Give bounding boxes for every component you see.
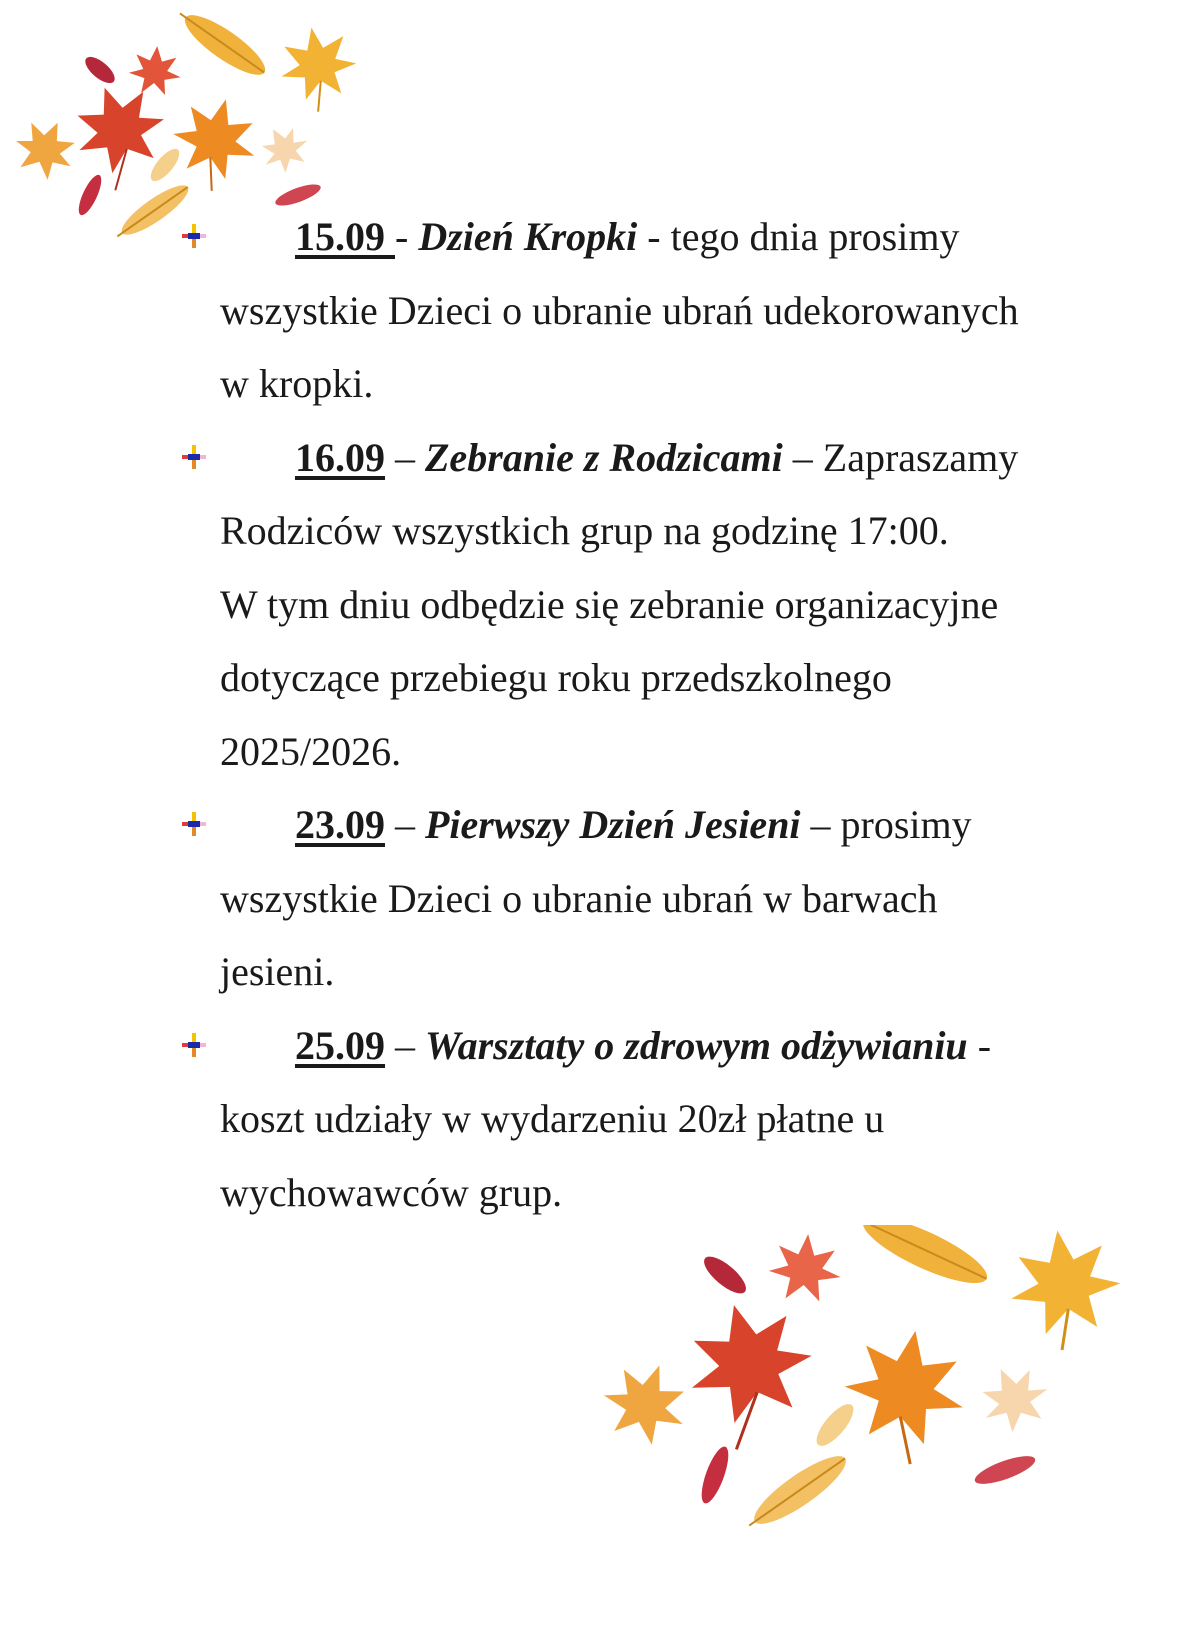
event-title: Pierwszy Dzień Jesieni <box>425 802 801 847</box>
maple-leaf-icon <box>833 1320 974 1471</box>
event-date: 25.09 <box>295 1022 385 1068</box>
cross-bullet-icon <box>182 1033 206 1057</box>
event-description-line: wszystkie Dzieci o ubranie ubrań w barwach <box>220 875 938 921</box>
event-description-line: w kropki. <box>220 361 374 406</box>
maple-leaf-icon <box>161 89 266 200</box>
event-title: Dzień Kropki <box>418 214 638 259</box>
event-item <box>220 200 1120 421</box>
event-list <box>220 200 1120 1229</box>
event-item <box>220 1009 1120 1230</box>
event-date: 23.09 <box>295 802 385 847</box>
event-title: Zebranie z Rodzicami <box>425 434 783 480</box>
petal-leaf-icon <box>74 172 105 218</box>
oak-leaf-icon <box>172 2 272 84</box>
event-description-line: koszt udziały w wydarzeniu 20zł płatne u <box>220 1096 885 1141</box>
maple-leaf-icon <box>274 21 363 117</box>
petal-leaf-icon <box>696 1444 733 1507</box>
maple-leaf-icon <box>127 44 183 96</box>
event-description-line: jesieni. <box>220 949 335 994</box>
separator: – <box>385 434 425 480</box>
event-description-start: – Zapraszamy <box>782 434 1019 480</box>
maple-leaf-icon <box>970 1355 1058 1440</box>
autumn-leaves-bottom-decoration <box>600 1225 1200 1645</box>
event-date: 15.09 <box>295 214 395 259</box>
maple-leaf-icon <box>600 1351 699 1452</box>
oak-leaf-icon <box>741 1446 854 1538</box>
separator: - <box>395 214 419 259</box>
event-description-start: - tego dnia prosimy <box>637 214 960 259</box>
event-item <box>220 421 1120 789</box>
event-description-line: 2025/2026. <box>220 728 402 774</box>
event-description-line: Rodziców wszystkich grup na godzinę 17:00. <box>220 508 949 553</box>
event-item <box>220 788 1120 1009</box>
oak-leaf-icon <box>849 1225 995 1295</box>
maple-leaf-icon <box>252 117 316 179</box>
event-title: Warsztaty o zdrowym odżywianiu <box>425 1022 968 1068</box>
petal-leaf-icon <box>699 1251 752 1300</box>
cross-bullet-icon <box>182 812 206 836</box>
petal-leaf-icon <box>972 1451 1038 1490</box>
petal-leaf-icon <box>81 52 119 87</box>
separator: – <box>385 1022 425 1068</box>
cross-bullet-icon <box>182 224 206 248</box>
event-description-line: dotyczące przebiegu roku przedszkolnego <box>220 655 892 700</box>
cross-bullet-icon <box>182 445 206 469</box>
maple-leaf-icon <box>767 1231 844 1303</box>
maple-leaf-icon <box>62 72 181 197</box>
petal-leaf-icon <box>146 145 184 186</box>
event-date: 16.09 <box>295 434 385 480</box>
maple-leaf-icon <box>1003 1225 1128 1356</box>
event-description-start: - <box>967 1022 992 1068</box>
event-description-start: – prosimy <box>800 802 972 847</box>
separator: – <box>385 802 425 847</box>
maple-leaf-icon <box>7 110 85 186</box>
petal-leaf-icon <box>811 1399 860 1452</box>
event-description-line: wszystkie Dzieci o ubranie ubrań udekorowanych <box>220 287 1019 333</box>
event-description-line: wychowawców grup. <box>220 1169 563 1215</box>
maple-leaf-icon <box>674 1289 830 1456</box>
event-description-line: W tym dniu odbędzie się zebranie organizacyjne <box>220 581 999 627</box>
